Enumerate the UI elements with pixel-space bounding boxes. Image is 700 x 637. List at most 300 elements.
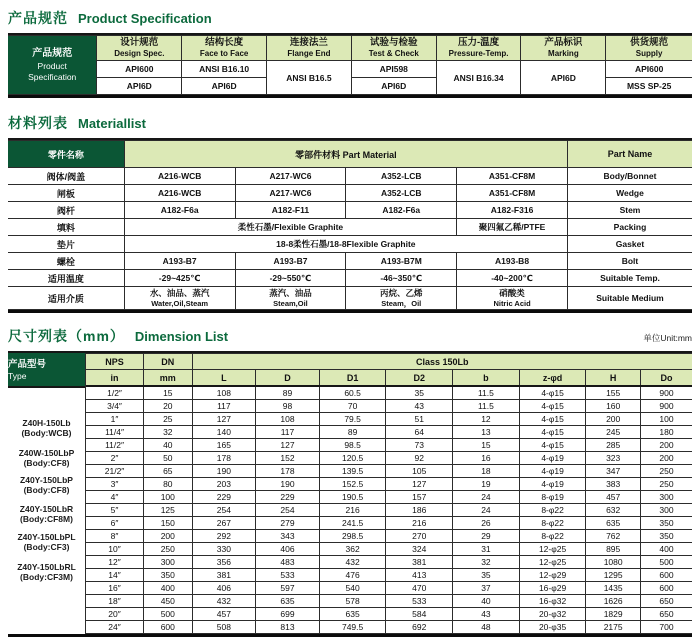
spec-header-row [8,36,692,61]
dim-cell-zphid: 4-φ19 [519,478,586,491]
dim-cell-Do: 500 [640,556,692,569]
dim-cell-D: 127 [256,439,320,452]
dimension-row [86,556,692,569]
dim-cell-Do: 400 [640,543,692,556]
material-part-zh: 垫片 [8,236,124,253]
dim-cell-D2: 216 [386,517,453,530]
dim-cell-b: 12 [453,413,520,426]
spec-value-cell: ANSI B16.5 [267,61,352,95]
spec-col-test: 试验与检验 Test & Check [351,36,436,61]
dim-cell-nps: 16″ [86,582,144,595]
dimension-row [86,386,692,400]
col-header-D: D [256,370,320,387]
dim-cell-zphid: 4-φ15 [519,426,586,439]
dimension-row [86,608,692,621]
dim-cell-nps: 3/4″ [86,400,144,413]
material-part-zh: 填料 [8,219,124,236]
spec-value-cell: API6D [182,78,267,95]
material-cell: -29~425℃ [124,270,235,287]
dim-cell-D: 190 [256,478,320,491]
dim-cell-D2: 73 [386,439,453,452]
dim-cell-D2: 35 [386,386,453,400]
dimension-row [86,478,692,491]
material-part-en: Gasket [567,236,692,253]
material-cell: 丙烷、乙烯 Steam，Oil [346,287,457,310]
dim-cell-b: 40 [453,595,520,608]
materials-row-gasket [8,236,692,253]
dim-cell-D2: 43 [386,400,453,413]
dim-cell-Do: 250 [640,478,692,491]
dimension-row [86,517,692,530]
dim-cell-zphid: 4-φ15 [519,400,586,413]
materials-part-name-header: Part Name [567,141,692,168]
material-cell: A182-F316 [457,202,568,219]
dim-cell-nps: 1/2″ [86,386,144,400]
dim-cell-Do: 300 [640,491,692,504]
dim-cell-D1: 190.5 [319,491,386,504]
dim-cell-D1: 60.5 [319,386,386,400]
material-cell: A193-B8 [457,253,568,270]
dim-cell-D1: 635 [319,608,386,621]
material-part-zh: 适用介质 [8,287,124,310]
spec-corner-en: Product Specification [28,61,77,82]
dim-cell-L: 381 [192,569,256,582]
dim-cell-dn: 250 [144,543,192,556]
nps-header: NPS [86,354,144,370]
material-cell: A193-B7 [235,253,346,270]
material-part-en: Suitable Temp. [567,270,692,287]
dim-cell-nps: 6″ [86,517,144,530]
dim-cell-nps: 3″ [86,478,144,491]
material-cell: A351-CF8M [457,168,568,185]
dim-cell-D1: 578 [319,595,386,608]
dim-cell-L: 140 [192,426,256,439]
dim-cell-Do: 900 [640,386,692,400]
dim-cell-Do: 350 [640,517,692,530]
dim-cell-Do: 200 [640,452,692,465]
dim-cell-D2: 324 [386,543,453,556]
dim-cell-D1: 476 [319,569,386,582]
dim-cell-zphid: 4-φ15 [519,413,586,426]
dim-cell-D1: 152.5 [319,478,386,491]
material-cell: A216-WCB [124,168,235,185]
dimension-row [86,569,692,582]
dim-cell-dn: 25 [144,413,192,426]
dim-cell-D1: 216 [319,504,386,517]
dim-cell-zphid: 4-φ19 [519,465,586,478]
material-cell: 柔性石墨/Flexible Graphite [124,219,456,236]
material-part-zh: 阀体/阀盖 [8,168,124,185]
dim-cell-H: 1829 [586,608,641,621]
spec-col-face: 结构长度 Face to Face [182,36,267,61]
dim-cell-H: 1435 [586,582,641,595]
dim-cell-D2: 470 [386,582,453,595]
materials-heading-zh: 材料列表 [8,115,68,131]
materials-row-bolt [8,253,692,270]
dim-cell-zphid: 20-φ32 [519,608,586,621]
material-part-zh: 阀杆 [8,202,124,219]
material-part-en: Packing [567,219,692,236]
type-label: Z40Y-150LbRL (Body:CF3M) [17,562,76,583]
materials-row-stem [8,202,692,219]
dim-cell-D1: 362 [319,543,386,556]
dim-cell-H: 2175 [586,621,641,634]
dim-cell-D2: 584 [386,608,453,621]
dim-cell-Do: 200 [640,439,692,452]
dim-cell-D2: 533 [386,595,453,608]
dim-cell-L: 292 [192,530,256,543]
dim-cell-b: 35 [453,569,520,582]
dim-cell-H: 762 [586,530,641,543]
dim-cell-dn: 125 [144,504,192,517]
dim-cell-L: 267 [192,517,256,530]
dim-cell-nps: 10″ [86,543,144,556]
dim-cell-zphid: 12-φ25 [519,543,586,556]
spec-value-cell: API6D [351,78,436,95]
dim-cell-L: 165 [192,439,256,452]
material-cell: A182-F11 [235,202,346,219]
col-header-zphid: z-φd [519,370,586,387]
materials-corner-cell: 零件名称 [8,141,124,168]
material-cell: 水、油品、蒸汽 Water,Oil,Steam [124,287,235,310]
materials-part-material-header: 零部件材料 Part Material [124,141,567,168]
dim-cell-dn: 15 [144,386,192,400]
dim-cell-D1: 70 [319,400,386,413]
dim-cell-b: 26 [453,517,520,530]
dim-cell-Do: 650 [640,608,692,621]
dim-cell-b: 15 [453,439,520,452]
dim-cell-Do: 350 [640,530,692,543]
spec-table [8,35,692,95]
materials-heading-en: Materiallist [78,116,146,131]
dim-cell-nps: 14″ [86,569,144,582]
dim-cell-D: 813 [256,621,320,634]
material-cell: A217-WC6 [235,185,346,202]
dim-cell-nps: 20″ [86,608,144,621]
dim-cell-D: 229 [256,491,320,504]
dim-cell-D: 108 [256,413,320,426]
materials-header-row [8,141,692,168]
material-cell: -46~350℃ [346,270,457,287]
dim-cell-zphid: 8-φ19 [519,491,586,504]
dim-cell-b: 32 [453,556,520,569]
spec-heading-en: Product Specification [78,11,212,26]
dim-cell-D: 533 [256,569,320,582]
material-part-en: Body/Bonnet [567,168,692,185]
dim-cell-D: 98 [256,400,320,413]
spec-value-cell: API6D [97,78,182,95]
material-part-zh: 适用温度 [8,270,124,287]
materials-row-packing [8,219,692,236]
dim-cell-zphid: 12-φ25 [519,556,586,569]
dim-cell-H: 200 [586,413,641,426]
dim-cell-nps: 21/2″ [86,465,144,478]
spec-value-cell: API600 [606,61,692,78]
type-column-header: 产品型号 Type [8,353,85,388]
dim-cell-b: 24 [453,491,520,504]
dim-cell-zphid: 8-φ22 [519,517,586,530]
material-cell: 蒸汽、油品 Steam,Oil [235,287,346,310]
materials-table-wrap [8,138,692,313]
dim-cell-D1: 79.5 [319,413,386,426]
dim-cell-b: 18 [453,465,520,478]
spec-corner-cell [8,36,97,95]
dim-cell-H: 632 [586,504,641,517]
dimension-row [86,530,692,543]
spec-value-cell: API600 [97,61,182,78]
dim-cell-D2: 692 [386,621,453,634]
dimension-section-heading [8,326,692,346]
dim-cell-L: 203 [192,478,256,491]
dim-cell-b: 29 [453,530,520,543]
dim-cell-H: 285 [586,439,641,452]
material-part-en: Suitable Medium [567,287,692,310]
dimension-heading-zh: 尺寸列表（mm） [8,328,125,344]
dim-cell-b: 43 [453,608,520,621]
dim-cell-dn: 50 [144,452,192,465]
dim-cell-H: 1080 [586,556,641,569]
dim-cell-D2: 381 [386,556,453,569]
dim-cell-L: 356 [192,556,256,569]
type-column [8,353,86,634]
dim-cell-zphid: 4-φ19 [519,452,586,465]
dim-cell-nps: 2″ [86,452,144,465]
dim-cell-L: 406 [192,582,256,595]
col-header-L: L [192,370,256,387]
spec-value-cell: API598 [351,61,436,78]
dim-cell-b: 19 [453,478,520,491]
dimension-row [86,465,692,478]
dim-cell-Do: 700 [640,621,692,634]
dim-cell-D1: 120.5 [319,452,386,465]
dim-cell-b: 48 [453,621,520,634]
dim-cell-dn: 600 [144,621,192,634]
dim-cell-D2: 105 [386,465,453,478]
dim-cell-D2: 413 [386,569,453,582]
dim-cell-zphid: 4-φ15 [519,439,586,452]
type-label: Z40Y-150LbR (Body:CF8M) [19,504,74,525]
dim-cell-nps: 24″ [86,621,144,634]
material-cell: 18-8柔性石墨/18-8Flexible Graphite [124,236,567,253]
dim-cell-nps: 5″ [86,504,144,517]
spec-col-supply: 供货规范 Supply [606,36,692,61]
dim-cell-dn: 20 [144,400,192,413]
dim-cell-nps: 1″ [86,413,144,426]
type-label: Z40H-150Lb (Body:WCB) [21,417,72,438]
dim-cell-H: 635 [586,517,641,530]
dim-cell-Do: 180 [640,426,692,439]
material-part-zh: 闸板 [8,185,124,202]
dim-cell-nps: 11/4″ [86,426,144,439]
dimension-heading-en: Dimension List [134,329,229,344]
dim-cell-nps: 11/2″ [86,439,144,452]
dim-cell-D: 279 [256,517,320,530]
dim-cell-nps: 4″ [86,491,144,504]
mm-header: mm [144,370,192,387]
dim-cell-dn: 150 [144,517,192,530]
dim-cell-D1: 432 [319,556,386,569]
dim-cell-H: 895 [586,543,641,556]
dim-cell-dn: 40 [144,439,192,452]
dimension-row [86,452,692,465]
dimension-row [86,439,692,452]
dim-cell-D: 89 [256,386,320,400]
spec-heading-zh: 产品规范 [8,10,68,26]
dim-cell-L: 457 [192,608,256,621]
dimension-row [86,504,692,517]
material-part-zh: 螺栓 [8,253,124,270]
dim-cell-dn: 300 [144,556,192,569]
type-label: Z40Y-150LbPL (Body:CF3) [17,532,76,553]
col-header-H: H [586,370,641,387]
spec-col-flange: 连接法兰 Flange End [267,36,352,61]
dim-cell-D2: 157 [386,491,453,504]
material-cell: A352-LCB [346,168,457,185]
spec-col-marking: 产品标识 Marking [521,36,606,61]
dim-cell-D1: 89 [319,426,386,439]
dim-cell-D1: 139.5 [319,465,386,478]
unit-note: 单位Unit:mm [643,333,692,343]
materials-row-temp [8,270,692,287]
dim-cell-D2: 92 [386,452,453,465]
in-header: in [86,370,144,387]
dim-cell-D: 483 [256,556,320,569]
dim-cell-b: 16 [453,452,520,465]
dim-cell-zphid: 4-φ15 [519,386,586,400]
col-header-b: b [453,370,520,387]
dimension-table-wrap [8,351,692,637]
dimension-row [86,400,692,413]
dim-cell-L: 127 [192,413,256,426]
dim-cell-Do: 600 [640,569,692,582]
dim-cell-H: 1295 [586,569,641,582]
material-cell: A217-WC6 [235,168,346,185]
dimension-row [86,543,692,556]
dimension-row [86,595,692,608]
dim-cell-D1: 98.5 [319,439,386,452]
dim-cell-b: 31 [453,543,520,556]
dim-cell-D: 406 [256,543,320,556]
dim-cell-b: 13 [453,426,520,439]
dim-cell-D: 343 [256,530,320,543]
spec-section-heading [8,8,692,28]
dim-cell-H: 155 [586,386,641,400]
dim-cell-D2: 64 [386,426,453,439]
dim-cell-L: 117 [192,400,256,413]
col-header-D1: D1 [319,370,386,387]
material-cell: A182-F6a [346,202,457,219]
spec-col-pressure: 压力-温度 Pressure-Temp. [436,36,521,61]
dim-cell-dn: 32 [144,426,192,439]
dim-cell-L: 108 [192,386,256,400]
dim-cell-H: 383 [586,478,641,491]
dim-cell-H: 347 [586,465,641,478]
dim-cell-Do: 650 [640,595,692,608]
col-header-Do: Do [640,370,692,387]
dim-cell-b: 24 [453,504,520,517]
dim-cell-b: 11.5 [453,400,520,413]
dim-cell-H: 160 [586,400,641,413]
dim-cell-L: 229 [192,491,256,504]
dim-cell-D: 254 [256,504,320,517]
dim-cell-D: 699 [256,608,320,621]
dim-cell-Do: 300 [640,504,692,517]
dim-header-row-2 [86,370,692,387]
material-cell: 硝酸类 Nitric Acid [457,287,568,310]
dim-cell-zphid: 16-φ32 [519,595,586,608]
dim-cell-zphid: 16-φ29 [519,582,586,595]
material-cell: -40~200℃ [457,270,568,287]
class-header: Class 150Lb [192,354,692,370]
dim-cell-D: 152 [256,452,320,465]
dim-cell-D2: 270 [386,530,453,543]
dim-cell-dn: 100 [144,491,192,504]
dim-cell-L: 330 [192,543,256,556]
dim-cell-D2: 127 [386,478,453,491]
material-cell: A182-F6a [124,202,235,219]
spec-table-wrap [8,33,692,98]
material-cell: 聚四氟乙稀/PTFE [457,219,568,236]
dim-cell-D2: 186 [386,504,453,517]
material-cell: A193-B7 [124,253,235,270]
dim-cell-D: 178 [256,465,320,478]
material-cell: A352-LCB [346,185,457,202]
col-header-D2: D2 [386,370,453,387]
dimension-row [86,413,692,426]
dimension-row [86,621,692,634]
dim-cell-dn: 450 [144,595,192,608]
spec-value-cell: API6D [521,61,606,95]
dn-header: DN [144,354,192,370]
dim-cell-Do: 900 [640,400,692,413]
dim-cell-dn: 400 [144,582,192,595]
material-part-en: Bolt [567,253,692,270]
dim-cell-nps: 12″ [86,556,144,569]
dim-cell-nps: 8″ [86,530,144,543]
dim-cell-D: 117 [256,426,320,439]
spec-col-design: 设计规范 Design Spec. [97,36,182,61]
type-label: Z40W-150LbP (Body:CF8) [18,447,75,468]
spec-value-cell: ANSI B16.10 [182,61,267,78]
material-part-en: Stem [567,202,692,219]
material-cell: A216-WCB [124,185,235,202]
dimension-row [86,491,692,504]
material-cell: -29~550℃ [235,270,346,287]
material-cell: A193-B7M [346,253,457,270]
dim-cell-dn: 350 [144,569,192,582]
dimension-row [86,426,692,439]
dim-cell-H: 1626 [586,595,641,608]
dim-cell-L: 190 [192,465,256,478]
dim-cell-Do: 600 [640,582,692,595]
dim-cell-D2: 51 [386,413,453,426]
dimension-row [86,582,692,595]
dim-cell-zphid: 20-φ35 [519,621,586,634]
dim-header-row-1 [86,354,692,370]
dim-cell-zphid: 8-φ22 [519,504,586,517]
dim-cell-H: 457 [586,491,641,504]
materials-table [8,140,692,310]
materials-row-body [8,168,692,185]
spec-value-cell: ANSI B16.34 [436,61,521,95]
dim-cell-D1: 540 [319,582,386,595]
dim-cell-H: 323 [586,452,641,465]
type-label: Z40Y-150LbP (Body:CF8) [20,474,73,495]
dim-cell-D: 597 [256,582,320,595]
dim-cell-zphid: 12-φ29 [519,569,586,582]
type-column-body [8,388,85,634]
materials-row-wedge [8,185,692,202]
